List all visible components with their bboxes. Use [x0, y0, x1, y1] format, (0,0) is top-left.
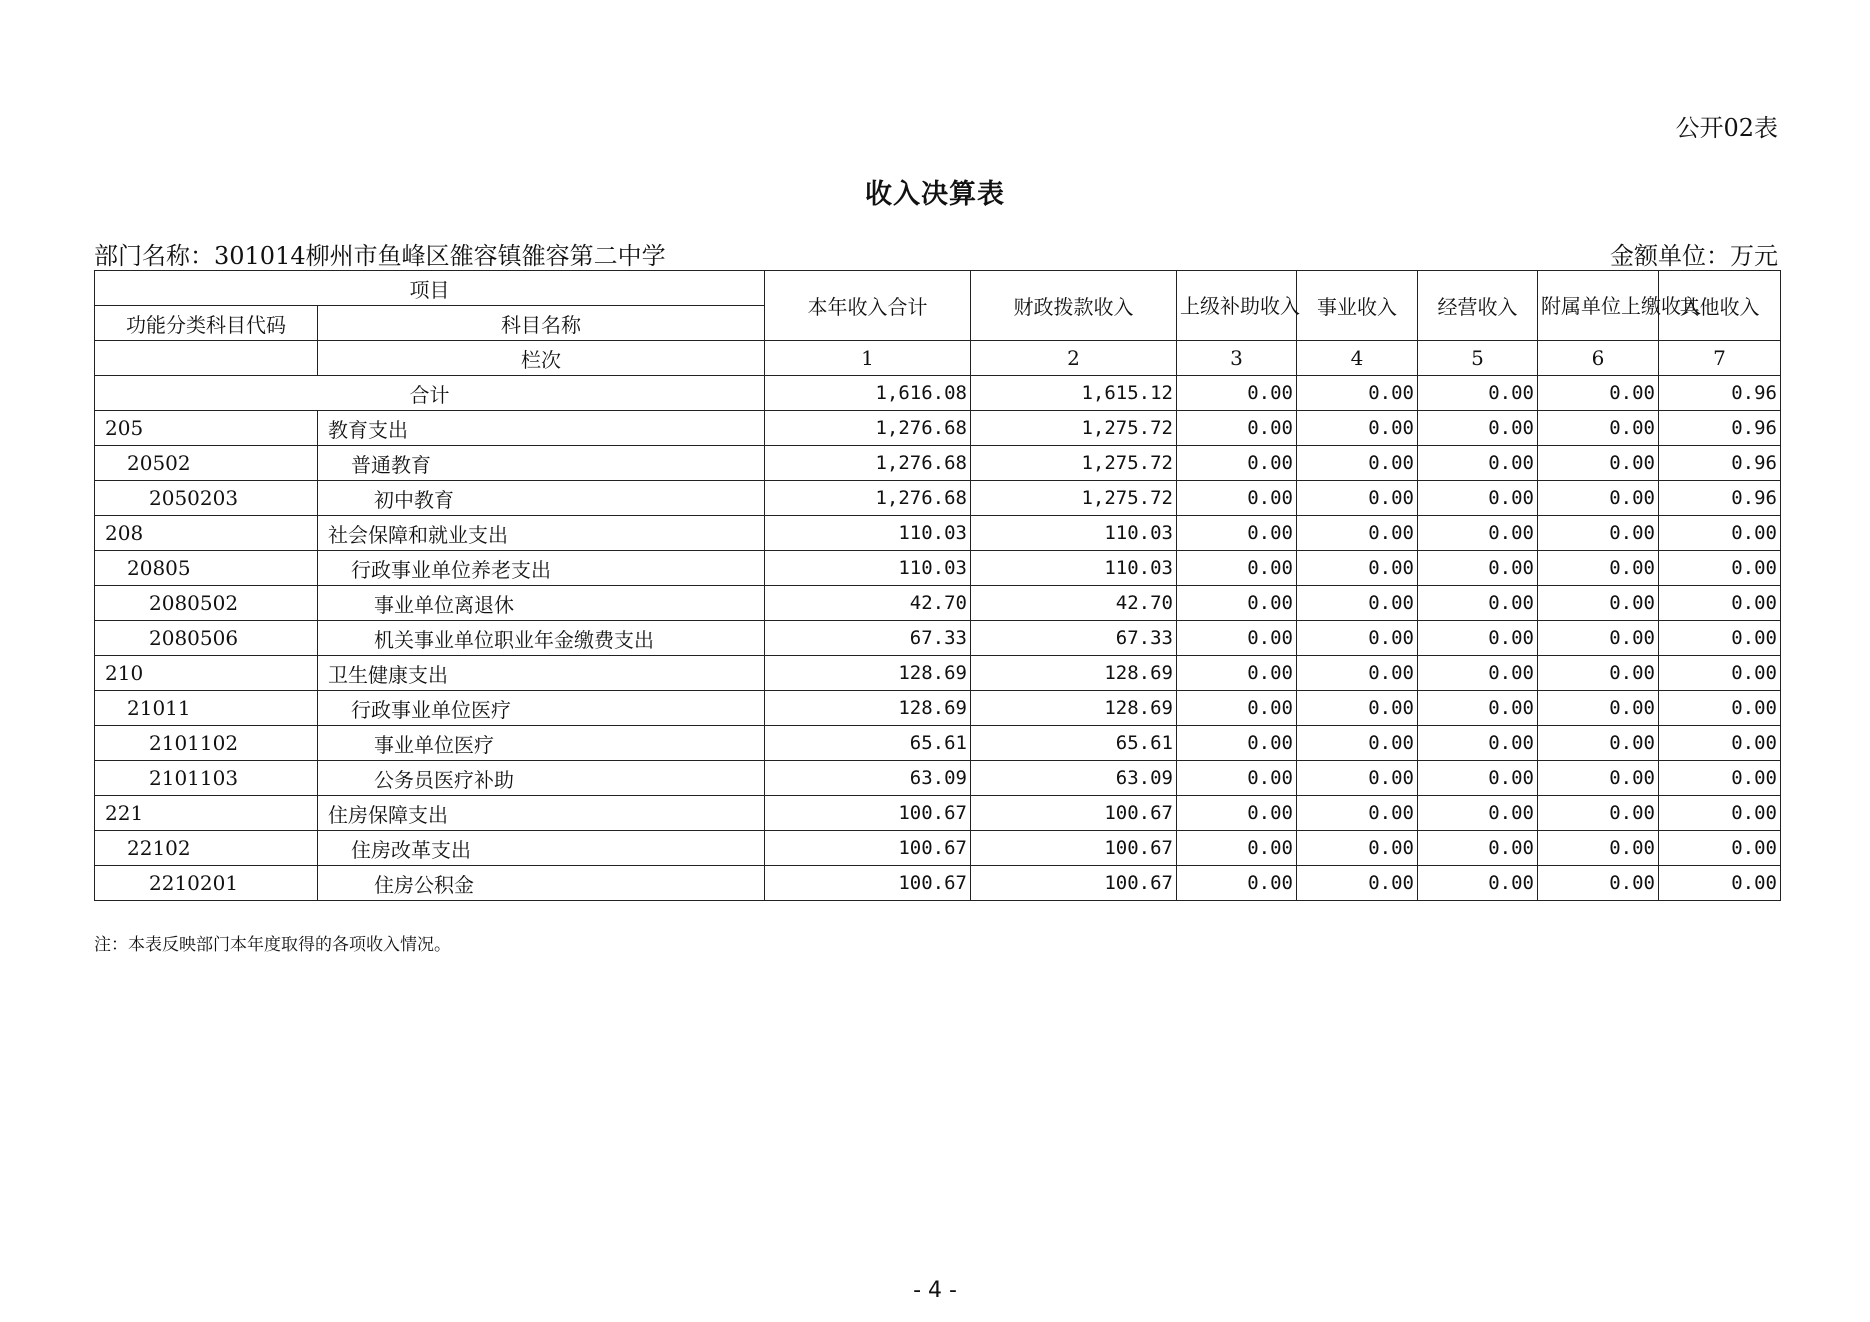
cell-value: 1,615.12	[971, 376, 1177, 411]
cell-value: 1,276.68	[765, 446, 971, 481]
cell-value: 0.00	[1538, 866, 1659, 901]
cell-value: 0.00	[1297, 691, 1418, 726]
cell-value: 0.00	[1297, 551, 1418, 586]
cell-value: 0.00	[1177, 551, 1297, 586]
cell-value: 0.00	[1297, 726, 1418, 761]
cell-name: 社会保障和就业支出	[318, 516, 765, 551]
header-code: 功能分类科目代码	[95, 306, 318, 341]
table-row	[95, 481, 1781, 516]
cell-value: 0.00	[1418, 551, 1538, 586]
cell-value: 0.96	[1659, 446, 1781, 481]
col-num: 6	[1538, 341, 1659, 376]
cell-name: 普通教育	[318, 446, 765, 481]
cell-value: 0.00	[1538, 691, 1659, 726]
cell-value: 0.00	[1297, 516, 1418, 551]
cell-code: 22102	[95, 831, 318, 866]
cell-value: 0.00	[1177, 831, 1297, 866]
cell-value: 0.00	[1418, 516, 1538, 551]
page-number: - 4 -	[913, 1278, 957, 1303]
department-name: 部门名称：301014柳州市鱼峰区雒容镇雒容第二中学	[94, 242, 666, 270]
table-row	[95, 586, 1781, 621]
col-num: 7	[1659, 341, 1781, 376]
col-num: 3	[1177, 341, 1297, 376]
cell-code: 21011	[95, 691, 318, 726]
table-row	[95, 691, 1781, 726]
cell-name: 卫生健康支出	[318, 656, 765, 691]
cell-name: 机关事业单位职业年金缴费支出	[318, 621, 765, 656]
header-total: 本年收入合计	[765, 271, 971, 341]
cell-name: 教育支出	[318, 411, 765, 446]
cell-value: 0.00	[1177, 411, 1297, 446]
cell-value: 128.69	[971, 691, 1177, 726]
cell-value: 0.00	[1297, 586, 1418, 621]
amount-unit: 金额单位：万元	[1610, 242, 1778, 270]
cell-value: 0.00	[1418, 831, 1538, 866]
cell-value: 65.61	[765, 726, 971, 761]
table-row	[95, 446, 1781, 481]
header-business: 事业收入	[1297, 271, 1418, 341]
cell-code: 2101102	[95, 726, 318, 761]
cell-value: 0.00	[1418, 621, 1538, 656]
cell-value: 0.00	[1659, 866, 1781, 901]
cell-value: 0.00	[1418, 481, 1538, 516]
cell-code: 2080506	[95, 621, 318, 656]
cell-value: 65.61	[971, 726, 1177, 761]
cell-value: 0.00	[1538, 831, 1659, 866]
cell-value: 110.03	[971, 516, 1177, 551]
cell-value: 0.00	[1659, 516, 1781, 551]
cell-value: 0.00	[1659, 551, 1781, 586]
cell-value: 0.00	[1418, 796, 1538, 831]
cell-name: 住房改革支出	[318, 831, 765, 866]
cell-value: 0.00	[1659, 831, 1781, 866]
cell-value: 0.96	[1659, 411, 1781, 446]
cell-value: 0.00	[1418, 446, 1538, 481]
cell-value: 0.00	[1297, 621, 1418, 656]
form-number: 公开02表	[1675, 114, 1778, 142]
cell-code: 2050203	[95, 481, 318, 516]
cell-value: 67.33	[971, 621, 1177, 656]
table-row	[95, 516, 1781, 551]
cell-value: 1,275.72	[971, 481, 1177, 516]
cell-value: 0.00	[1538, 446, 1659, 481]
cell-value: 0.00	[1659, 796, 1781, 831]
cell-value: 0.00	[1538, 656, 1659, 691]
cell-value: 0.00	[1297, 446, 1418, 481]
cell-value: 0.00	[1418, 586, 1538, 621]
cell-value: 0.00	[1418, 726, 1538, 761]
cell-value: 0.96	[1659, 481, 1781, 516]
header-column-label: 栏次	[318, 341, 765, 376]
cell-code: 20805	[95, 551, 318, 586]
footnote: 注：本表反映部门本年度取得的各项收入情况。	[94, 935, 451, 955]
cell-value: 0.00	[1538, 516, 1659, 551]
cell-value: 0.00	[1659, 761, 1781, 796]
cell-value: 0.00	[1418, 411, 1538, 446]
cell-value: 1,276.68	[765, 411, 971, 446]
cell-value: 0.00	[1659, 621, 1781, 656]
total-label: 合计	[95, 376, 765, 411]
header-other: 其他收入	[1659, 271, 1781, 341]
col-num: 5	[1418, 341, 1538, 376]
cell-value: 0.00	[1177, 796, 1297, 831]
cell-value: 0.00	[1659, 726, 1781, 761]
header-superior: 上级补助收入	[1177, 271, 1297, 341]
cell-value: 63.09	[971, 761, 1177, 796]
cell-name: 公务员医疗补助	[318, 761, 765, 796]
cell-value: 42.70	[971, 586, 1177, 621]
col-num: 2	[971, 341, 1177, 376]
cell-value: 128.69	[765, 656, 971, 691]
cell-value: 110.03	[765, 551, 971, 586]
cell-value: 67.33	[765, 621, 971, 656]
cell-value: 0.00	[1297, 761, 1418, 796]
cell-value: 0.00	[1177, 691, 1297, 726]
cell-value: 0.00	[1538, 586, 1659, 621]
cell-value: 0.00	[1538, 726, 1659, 761]
cell-value: 0.00	[1418, 656, 1538, 691]
cell-value: 0.00	[1177, 481, 1297, 516]
cell-value: 0.00	[1418, 761, 1538, 796]
cell-name: 住房保障支出	[318, 796, 765, 831]
table-row	[95, 621, 1781, 656]
cell-value: 0.00	[1177, 761, 1297, 796]
cell-value: 0.00	[1297, 796, 1418, 831]
cell-value: 0.00	[1177, 656, 1297, 691]
table-row	[95, 761, 1781, 796]
cell-value: 0.00	[1297, 481, 1418, 516]
cell-value: 0.00	[1177, 446, 1297, 481]
cell-value: 110.03	[765, 516, 971, 551]
cell-value: 100.67	[765, 796, 971, 831]
income-table	[94, 270, 1781, 901]
col-num: 4	[1297, 341, 1418, 376]
cell-value: 0.00	[1538, 376, 1659, 411]
cell-value: 0.00	[1538, 796, 1659, 831]
cell-value: 100.67	[971, 866, 1177, 901]
cell-value: 0.00	[1538, 481, 1659, 516]
cell-code: 2101103	[95, 761, 318, 796]
cell-value: 0.00	[1297, 656, 1418, 691]
header-item: 项目	[95, 271, 765, 306]
total-row	[95, 376, 1781, 411]
cell-value: 1,275.72	[971, 446, 1177, 481]
table-row	[95, 411, 1781, 446]
cell-value: 0.00	[1538, 411, 1659, 446]
cell-value: 0.00	[1177, 586, 1297, 621]
cell-name: 初中教育	[318, 481, 765, 516]
cell-value: 0.00	[1177, 866, 1297, 901]
cell-code: 208	[95, 516, 318, 551]
cell-value: 0.00	[1418, 866, 1538, 901]
cell-code: 210	[95, 656, 318, 691]
table-row	[95, 796, 1781, 831]
cell-code: 2080502	[95, 586, 318, 621]
cell-code: 205	[95, 411, 318, 446]
cell-value: 0.00	[1418, 691, 1538, 726]
cell-value: 0.00	[1659, 691, 1781, 726]
cell-value: 0.00	[1297, 376, 1418, 411]
cell-value: 0.00	[1297, 411, 1418, 446]
cell-value: 0.00	[1538, 761, 1659, 796]
cell-name: 事业单位医疗	[318, 726, 765, 761]
cell-code: 221	[95, 796, 318, 831]
cell-name: 事业单位离退休	[318, 586, 765, 621]
table-row	[95, 831, 1781, 866]
cell-value: 0.00	[1177, 376, 1297, 411]
header-fiscal: 财政拨款收入	[971, 271, 1177, 341]
table-row	[95, 551, 1781, 586]
cell-value: 0.00	[1177, 726, 1297, 761]
cell-value: 0.00	[1177, 516, 1297, 551]
cell-value: 100.67	[971, 831, 1177, 866]
table-row	[95, 726, 1781, 761]
header-operating: 经营收入	[1418, 271, 1538, 341]
cell-value: 128.69	[971, 656, 1177, 691]
cell-value: 0.00	[1418, 376, 1538, 411]
cell-name: 住房公积金	[318, 866, 765, 901]
cell-value: 0.00	[1538, 551, 1659, 586]
cell-value: 100.67	[971, 796, 1177, 831]
cell-value: 0.96	[1659, 376, 1781, 411]
col-num: 1	[765, 341, 971, 376]
table-row	[95, 656, 1781, 691]
cell-value: 0.00	[1538, 621, 1659, 656]
cell-name: 行政事业单位养老支出	[318, 551, 765, 586]
cell-value: 100.67	[765, 831, 971, 866]
cell-value: 63.09	[765, 761, 971, 796]
cell-value: 0.00	[1177, 621, 1297, 656]
cell-value: 1,276.68	[765, 481, 971, 516]
cell-value: 0.00	[1297, 831, 1418, 866]
header-blank	[95, 341, 318, 376]
cell-value: 1,275.72	[971, 411, 1177, 446]
cell-name: 行政事业单位医疗	[318, 691, 765, 726]
cell-value: 42.70	[765, 586, 971, 621]
page-title: 收入决算表	[865, 179, 1005, 210]
cell-value: 128.69	[765, 691, 971, 726]
cell-value: 100.67	[765, 866, 971, 901]
cell-value: 1,616.08	[765, 376, 971, 411]
cell-value: 0.00	[1659, 586, 1781, 621]
cell-code: 2210201	[95, 866, 318, 901]
cell-value: 0.00	[1297, 866, 1418, 901]
table-row	[95, 866, 1781, 901]
header-name: 科目名称	[318, 306, 765, 341]
cell-code: 20502	[95, 446, 318, 481]
cell-value: 110.03	[971, 551, 1177, 586]
cell-value: 0.00	[1659, 656, 1781, 691]
header-affiliated: 附属单位上缴收入	[1538, 271, 1659, 341]
